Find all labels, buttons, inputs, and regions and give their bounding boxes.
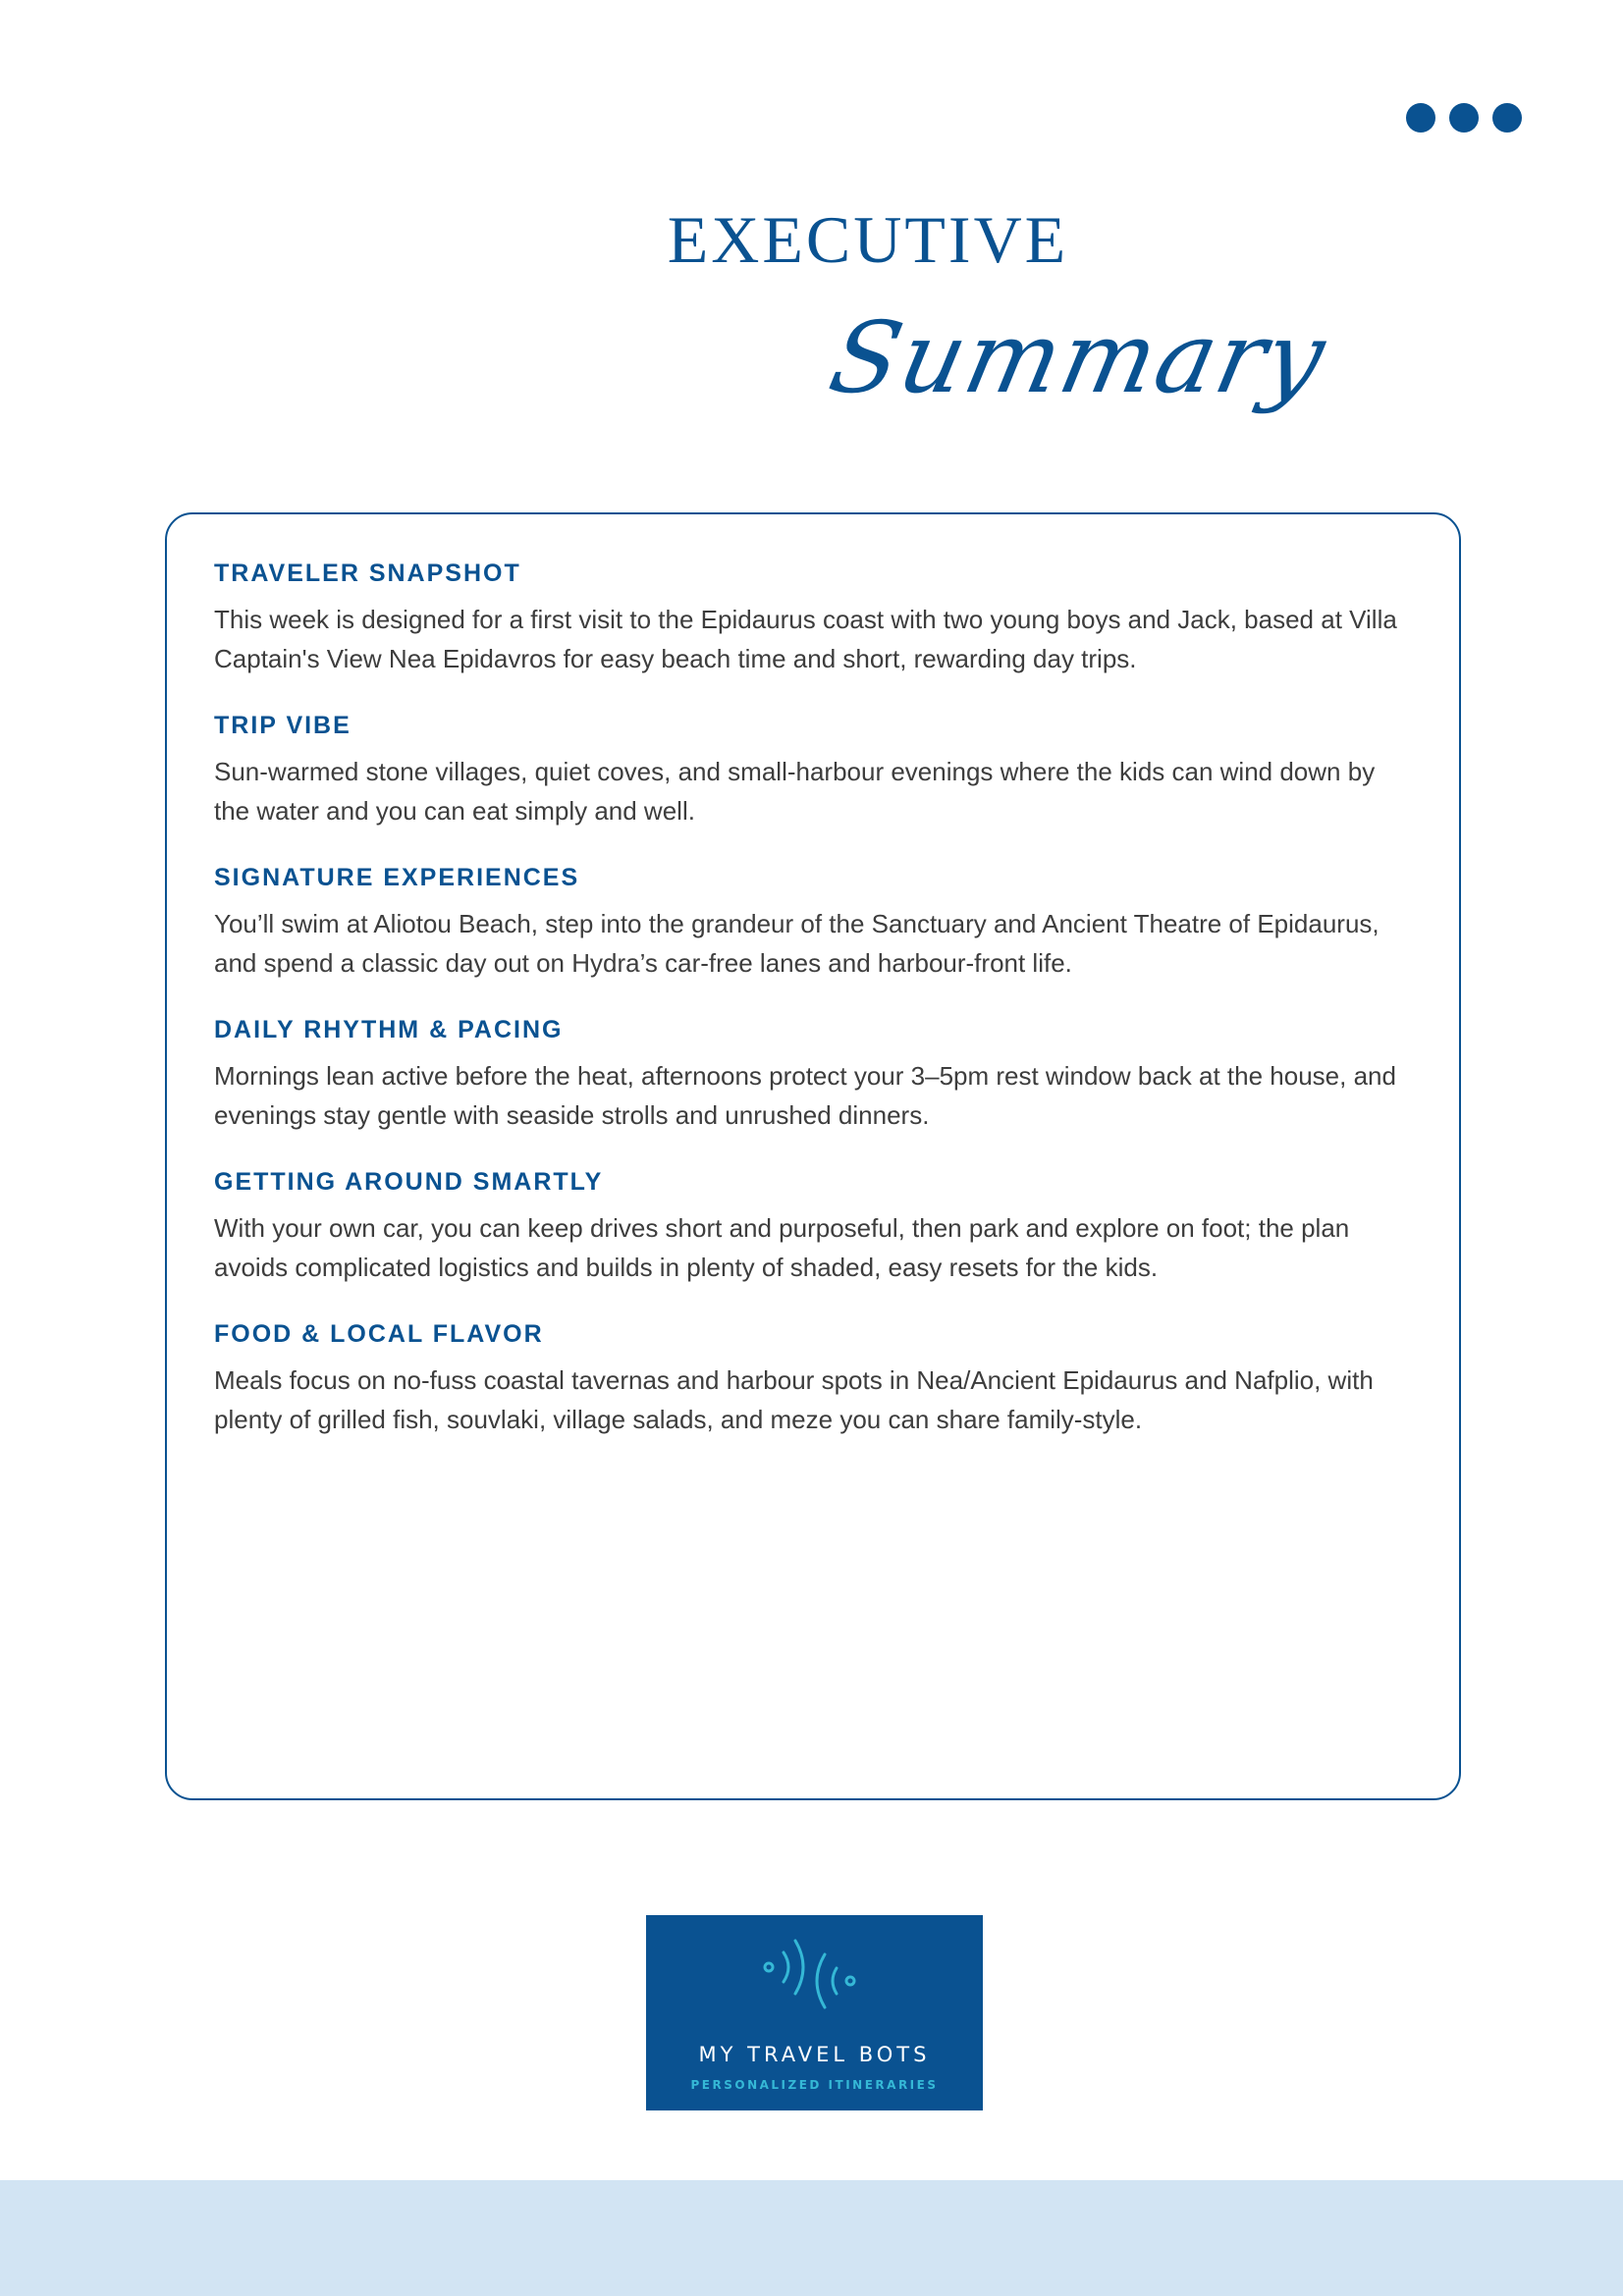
section-daily-rhythm bbox=[214, 1018, 1412, 1135]
section-text: Meals focus on no-fuss coastal tavernas and harbour spots in Nea/Ancient Epidaurus and Nafplio, with plenty of grilled fish, souvlaki, village salads, and meze you can share family-style. bbox=[214, 1365, 1374, 1434]
brand-tagline: PERSONALIZED ITINERARIES bbox=[690, 2078, 939, 2092]
page-subtitle-script: Summary bbox=[820, 300, 1337, 415]
summary-panel bbox=[165, 512, 1461, 1800]
section-heading: DAILY RHYTHM & PACING bbox=[214, 1016, 564, 1043]
section-traveler-snapshot bbox=[214, 561, 1412, 678]
section-text: This week is designed for a first visit to the Epidaurus coast with two young boys and Jack, based at Villa Captain's View Nea Epidavros for easy beach time and short, rewarding day trips. bbox=[214, 605, 1397, 673]
section-text: Mornings lean active before the heat, afternoons protect your 3–5pm rest window back at the house, and evenings stay gentle with seaside strolls and unrushed dinners. bbox=[214, 1061, 1396, 1130]
menu-dots bbox=[1406, 103, 1522, 133]
section-getting-around bbox=[214, 1170, 1412, 1287]
page-title: EXECUTIVE bbox=[667, 202, 1069, 277]
section-heading: GETTING AROUND SMARTLY bbox=[214, 1168, 604, 1196]
section-heading: TRAVELER SNAPSHOT bbox=[214, 560, 521, 587]
section-text: With your own car, you can keep drives short and purposeful, then park and explore on foot; the plan avoids complicated logistics and builds in plenty of shaded, easy resets for the kids. bbox=[214, 1213, 1350, 1282]
section-signature-experiences bbox=[214, 866, 1412, 983]
section-heading: SIGNATURE EXPERIENCES bbox=[214, 864, 580, 891]
signal-waves-icon bbox=[754, 1937, 872, 2035]
dot-icon bbox=[1449, 103, 1479, 133]
section-heading: TRIP VIBE bbox=[214, 712, 352, 739]
section-text: You’ll swim at Aliotou Beach, step into the grandeur of the Sanctuary and Ancient Theatre of Epidaurus, and spend a classic day out on Hydra’s car-free lanes and harbour-front life. bbox=[214, 909, 1380, 978]
brand-logo bbox=[646, 1915, 983, 2110]
dot-icon bbox=[1492, 103, 1522, 133]
dot-icon bbox=[1406, 103, 1435, 133]
section-text: Sun-warmed stone villages, quiet coves, and small-harbour evenings where the kids can wind down by the water and you can eat simply and well. bbox=[214, 757, 1376, 826]
footer-band bbox=[0, 2180, 1623, 2296]
section-trip-vibe bbox=[214, 714, 1412, 830]
brand-name: MY TRAVEL BOTS bbox=[698, 2043, 931, 2066]
section-food-flavor bbox=[214, 1322, 1412, 1439]
section-heading: FOOD & LOCAL FLAVOR bbox=[214, 1320, 544, 1348]
